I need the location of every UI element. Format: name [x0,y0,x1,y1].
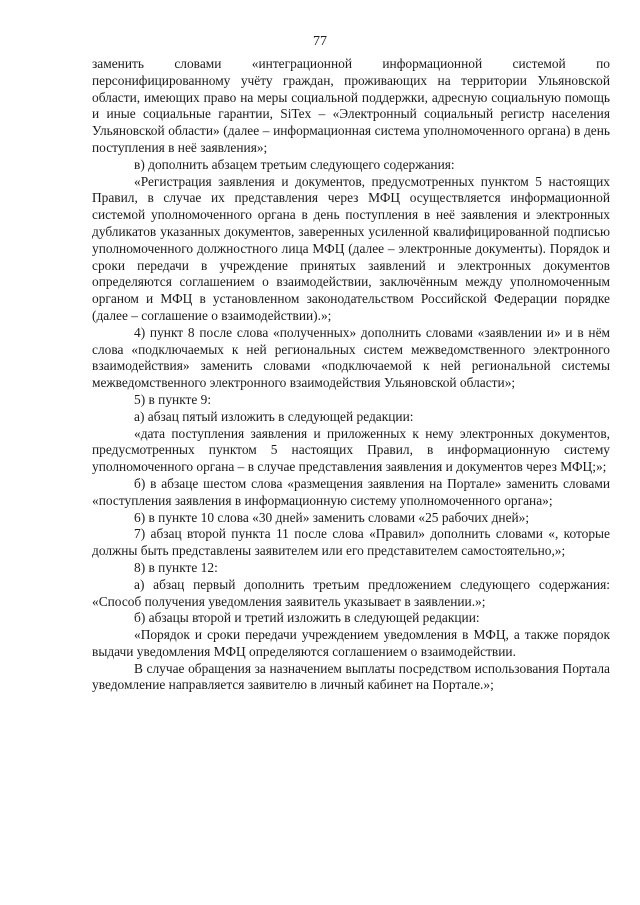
paragraph: 8) в пункте 12: [134,559,218,575]
paragraph: «дата поступления заявления и приложенных к нему электронных документов, предусмотренных пунктом 5 настоящих Правил, в информационную систему уполномоченного органа – в случае представления заявления и документов через МФЦ;»; [92,425,610,475]
document-body [92,56,610,694]
paragraph: в) дополнить абзацем третьим следующего содержания: [134,156,455,172]
paragraph: 7) абзац второй пункта 11 после слова «Правил» дополнить словами «, которые должны быть представлены заявителем или его представителем самостоятельно,»; [92,526,610,559]
paragraph: б) абзацы второй и третий изложить в следующей редакции: [134,610,480,626]
paragraph: а) абзац пятый изложить в следующей редакции: [134,408,414,424]
paragraph: заменить словами «интеграционной информационной системой по персонифицированному учёту граждан, проживающих на территории Ульяновской области, имеющих право на меры социальной поддержки, адресную социальную помощь и иные социальные гарантии, SiTex – «Электронный социальный регистр населения Ульяновской области» (далее – информационная система уполномоченного органа) в день поступления в неё заявления»; [92,56,610,155]
paragraph: б) в абзаце шестом слова «размещения заявления на Портале» заменить словами «поступления заявления в информационную систему уполномоченного органа»; [92,475,610,508]
paragraph: В случае обращения за назначением выплаты посредством использования Портала уведомление направляется заявителю в личный кабинет на Портале.»; [92,660,610,693]
paragraph: а) абзац первый дополнить третьим предложением следующего содержания: «Способ получения уведомления заявитель указывает в заявлении.»; [92,576,610,609]
page-number: 77 [313,34,327,49]
paragraph: «Регистрация заявления и документов, предусмотренных пунктом 5 настоящих Правил, в случае их представления через МФЦ осуществляется информационной системой уполномоченного органа в день поступления в неё заявления и электронных дубликатов указанных документов, заверенных усиленной квалифицированной подписью уполномоченного должностного лица МФЦ (далее – электронные документы). Порядок и сроки передачи в учреждение принятых заявлений и электронных документов определяются соглашением о взаимодействии, заключённым между уполномоченным органом и МФЦ в установленном законодательством Российской Федерации порядке (далее – соглашение о взаимодействии).»; [92,173,610,323]
paragraph: 4) пункт 8 после слова «полученных» дополнить словами «заявлении и» и в нём слова «подключаемых к ней региональных систем межведомственного электронного взаимодействия» заменить словами «подключаемой к ней региональной системы межведомственного электронного взаимодействия Ульяновской области»; [92,324,610,391]
paragraph: «Порядок и сроки передачи учреждением уведомления в МФЦ, а также порядок выдачи уведомления МФЦ определяются соглашением о взаимодействии. [92,627,610,659]
paragraph: 6) в пункте 10 слова «30 дней» заменить словами «25 рабочих дней»; [134,509,530,525]
paragraph: 5) в пункте 9: [134,391,212,407]
